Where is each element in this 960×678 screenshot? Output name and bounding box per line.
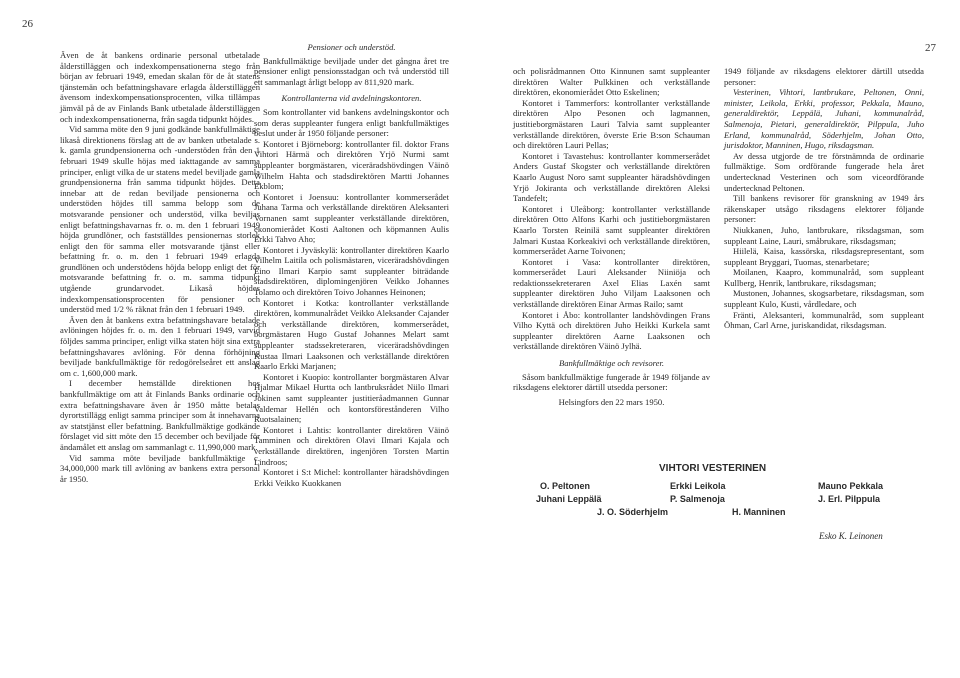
paragraph: Även de åt bankens ordinarie personal utbetalade ålderstilläggen och indexkompensationerna stego från början av februari 1949, emedan skalan för de åt statens tjänstemän och befattningshavare erlagda ålderstilläggen ävensom indexkompensationsprocenten, vilka tillämpas jämväl på de av Finlands Bank utbetalade ålderstilläggen och indexkompensationerna, från sagda tidpunkt höjdes. [60, 50, 260, 124]
signature: Erkki Leikola [670, 481, 726, 491]
paragraph: Mustonen, Johannes, skogsarbetare, riksdagsman, som suppleant Kulo, Kusti, vårdledare, och [724, 288, 924, 310]
section-heading-bankfullmaktige: Bankfullmäktige och revisorer. [558, 358, 665, 369]
signature: H. Manninen [732, 507, 786, 517]
paragraph: Niukkanen, Juho, lantbrukare, riksdagsman, som suppleant Laine, Lauri, småbrukare, riksdagsman; [724, 224, 924, 246]
signature: J. Erl. Pilppula [818, 494, 881, 504]
paragraph: Kontoret i Tammerfors: kontrollanter verkställande direktören Alpo Pesonen och lagmannen, justitieborgmästaren Lauri Talvia samt suppleanter verkställande direktören, överste Erie B:son Schauman och direktören Lauri Pellas; [513, 97, 710, 151]
paragraph: Som kontrollanter vid bankens avdelningskontor och som deras suppleanter fungera enligt bankfullmäktiges beslut under år 1950 följande personer: [254, 106, 449, 139]
paragraph: Av dessa utgjorde de tre förstnämnda de ordinarie fullmäktige. Som ordförande fungerade hela året undertecknad Vesterinen och som viceordförande undertecknad Peltonen. [724, 150, 924, 193]
paragraph: Kontoret i Joensuu: kontrollanter kommerserådet Juhana Tarma och verkställande direktören Aleksanteri Vornanen samt suppleanter verkställande direktören, ekonomierådet Kosti Aaltonen och köpmannen Aulis Erkki Tahvo Aho; [254, 191, 449, 245]
paragraph: Såsom bankfullmäktige fungerade år 1949 följande av riksdagens elektorer därtill utsedda personer: [513, 371, 710, 393]
signature-block [480, 0, 960, 678]
signature: J. O. Söderhjelm [597, 507, 669, 517]
paragraph: Kontoret i Vasa: kontrollanter direktören, kommerserådet Lauri Aleksander Niiniöja och redaktionssekreteraren Axel Elias Laxén samt suppleanter direktören Juho Viljam Laaksonen och verkställande direktören Einar Armas Railo; samt [513, 256, 710, 310]
paragraph: Hiilelä, Kaisa, kassörska, riksdagsrepresentant, som suppleant Bryggari, Tuomas, stenarbetare; [724, 246, 924, 267]
paragraph: Kontoret i Åbo: kontrollanter landshövdingen Frans Vilho Kyttä och direktören Juho Heikki Kurkela samt suppleanter direktören Aarne Laaksonen och verkställande direktören Väinö Jylhä. [513, 309, 710, 352]
paragraph: Kontoret i Kotka: kontrollanter verkställande direktören, kommunalrådet Veikko Aleksander Cajander och verkställande direktören, kommerserådet, borgmästaren Hugo Gustaf Johannes Melart samt suppleanter stadssekreteraren, viceräradshövdingen Kustaa Ilmari Laaksonen och verkställande direktören Kaarlo Erkki Marjanen; [254, 297, 449, 372]
paragraph: och polisrådmannen Otto Kinnunen samt suppleanter direktören Walter Pulkkinen och verkställande direktören, ekonomierådet Otto Eskelinen; [513, 66, 710, 98]
place-date: Helsingfors den 22 mars 1950. [558, 396, 665, 407]
paragraph: I december hemställde direktionen hos bankfullmäktige om att åt Finlands Banks ordinarie och extra befattningshavare även år 1950 måtte betalas dyrortstillägg enligt samma principer som åt innehavarna av statstjänst eller befattning. Bankfullmäktige godkände förslaget vid sitt möte den 15 december och beviljade för ändamålet ett anslag om sammanlagt c. 11,990,000 mark. [60, 378, 260, 452]
paragraph: Även den åt bankens extra befattningshavare betalade avlöningen höjdes fr. o. m. den 1 februari 1949, varvid följdes samma principer, enligt vilka staten höjt sina extra befattningshavares avlöning. För denna förhöjning beviljade bankfullmäktige för redogörelseåret ett anslag om c. 1,600,000 mark. [60, 314, 260, 378]
paragraph: 1949 följande av riksdagens elektorer därtill utsedda personer: [724, 66, 924, 87]
paragraph: Kontoret i Kuopio: kontrollanter borgmästaren Alvar Hjalmar Mikael Hurtta och lantbruksrådet Niilo Ilmari Jokinen samt suppleanter justitieråadmannen Gunnar Valdemar Hellén och kontorsförestånderen Vilho Ruotsalainen; [254, 371, 449, 425]
page-number-right: 27 [925, 42, 936, 54]
paragraph: Vesterinen, Vihtori, lantbrukare, Peltonen, Onni, minister, Leikola, Erkki, professor, Pekkala, Mauno, generaldirektör, Leppälä, Juhani, kommunalråd, Salmenoja, Pietari, generaldirektör, Pilppula, Juho Erland, kommunalråd, Söderhjelm, Johan Otto, jurisdoktor, Manninen, Hugo, riksdagsman. [724, 87, 924, 151]
signature: P. Salmenoja [670, 494, 725, 504]
paragraph: Kontoret i Jyväskylä: kontrollanter direktören Kaarlo Vilhelm Laitila och polismästaren, viceräradshövdingen Eino Ilmari Karpio samt suppleanter biträdande stadsdirektören, diplomingenjören Veikko Johannes Tolamo och direktören Toivo Johannes Heinonen; [254, 244, 449, 298]
paragraph: Vid samma möte beviljade bankfullmäktige c. 34,000,000 mark till avlöning av bankens extra personal år 1950. [60, 452, 260, 484]
signature-chair: VIHTORI VESTERINEN [659, 463, 767, 474]
paragraph: Kontoret i Tavastehus: kontrollanter kommerserådet Anders Gustaf Skogster och verkställande direktören Kaarlo August Noro samt suppleanter häradshövdingen Yrjö Jokiranta och verkställande direktören Aleksi Tandefelt; [513, 150, 710, 204]
signature: O. Peltonen [540, 481, 591, 491]
signature-secretary: Esko K. Leinonen [819, 531, 883, 541]
signature: Juhani Leppälä [536, 494, 602, 504]
section-heading-controllers: Kontrollanterna vid avdelningskontoren. [281, 93, 422, 104]
paragraph: Kontoret i S:t Michel: kontrollanter häradshövdingen Erkki Veikko Kuokkanen [254, 467, 449, 488]
paragraph: Kontoret i Björneborg: kontrollanter fil. doktor Frans Vihtori Härmä och direktören Yrjö Nurmi samt suppleanter borgmästaren, viceräradshövdingen Väinö Wilhelm Hahta och stadsdirektören Martti Johannes Ekblom; [254, 138, 449, 192]
paragraph: Fränti, Aleksanteri, kommunalråd, som suppleant Öhman, Carl Arne, juriskandidat, riksdagsman. [724, 309, 924, 331]
paragraph: Kontoret i Uleåborg: kontrollanter verkställande direktören Otto Alfons Karhi och justitieborgmästaren Kaarlo Torsten Reinilä samt suppleanter direktören Jalmari Kustaa Korkeakivi och verkställande direktören, kommerserådet Aarne Toivonen; [513, 203, 710, 257]
signature: Mauno Pekkala [818, 481, 884, 491]
paragraph: Bankfullmäktige beviljade under det gångna året tre pensioner enligt pensionsstadgan och två understöd till ett sammanlagt årligt belopp av 811,920 mark. [254, 55, 449, 87]
left-column-1 [60, 50, 260, 484]
section-heading-pensions: Pensioner och understöd. [307, 42, 396, 52]
paragraph: Kontoret i Lahtis: kontrollanter direktören Väinö Tamminen och direktören Olavi Ilmari Kajala och verkställande direktören, ingenjören Torsten Martin Lindroos; [254, 424, 449, 467]
paragraph: Till bankens revisorer för granskning av 1949 års räkenskaper utsågo riksdagens elektorer följande personer: [724, 193, 924, 225]
right-page [480, 0, 960, 678]
paragraph: Vid samma möte den 9 juni godkände bankfullmäktige likaså direktionens förslag att de av banken utbetalade s. k. gamla grundpensionerna och -understöden från den 1 februari 1949 skulle höjas med iakttagande av samma principer, enligt vilka de ur statens medel beviljade gamla grundpensionerna från samma tidpunkt höjdes. Detta innebar att de redan beviljade pensionerna och understöden höjdes till samma belopp som de motsvarande pensioner och understöd, vilka beviljas enligt befattningshavarnas fr. o. m. den 1 februari 1949 höjda grundlöner, och fastställdes pensionernas storlek enligt den för samma eller motsvarande tjänst eller befattning fr. o. m. den 1 februari 1949 erlagda grundlönen och understödens höjda belopp enligt det för motsvarande befattning fr. o. m. samma tidpunkt utgående grundarvodet. Likaså höjdes indexkompensationsprocenten för pensioner och understöd med 1/2 % räknat från den 1 februari 1949. [60, 124, 260, 315]
paragraph: Moilanen, Kaapro, kommunalråd, som suppleant Kullberg, Henrik, lantbrukare, riksdagsman; [724, 267, 924, 288]
left-column-2 [254, 40, 449, 488]
page-number-left: 26 [22, 18, 33, 30]
